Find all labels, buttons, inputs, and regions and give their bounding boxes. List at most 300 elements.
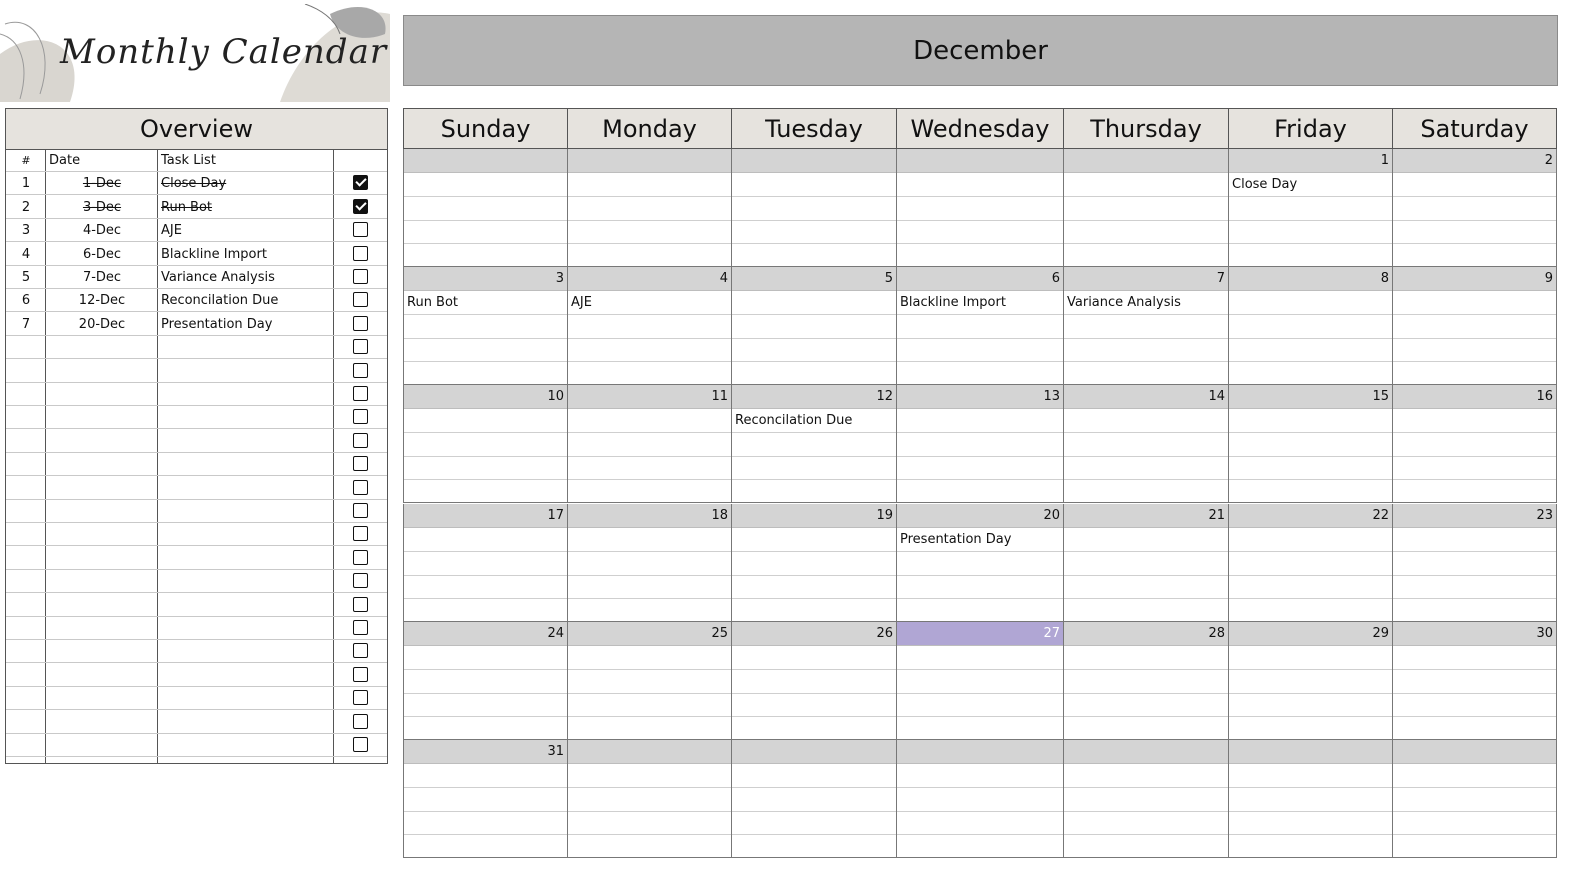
entry-line [1393, 693, 1556, 694]
entry-line [404, 338, 567, 339]
entry-line [1393, 361, 1556, 362]
task-row [6, 313, 387, 336]
task-checkbox[interactable] [353, 316, 368, 331]
task-number: 5 [21, 270, 31, 285]
entry-line [732, 479, 896, 480]
day-cell-17[interactable] [403, 504, 567, 622]
entry-line [1393, 314, 1556, 315]
date-strip [1229, 504, 1392, 528]
column-header-task: Task List [161, 153, 216, 168]
task-row-empty [6, 734, 387, 757]
day-cell-5[interactable] [731, 267, 896, 385]
weekday-header-saturday: Saturday [1392, 108, 1557, 149]
date-strip [1229, 267, 1392, 291]
logo [0, 4, 390, 102]
day-cell-empty[interactable] [1063, 740, 1228, 858]
day-cell-empty[interactable] [731, 740, 896, 858]
task-row [6, 289, 387, 312]
entry-line [404, 432, 567, 433]
day-cell-24[interactable] [403, 622, 567, 740]
day-cell-22[interactable] [1228, 504, 1392, 622]
entry-line [1064, 243, 1228, 244]
task-row-empty [6, 687, 387, 710]
entry-line [568, 716, 731, 717]
task-checkbox[interactable] [353, 339, 368, 354]
entry-line [732, 716, 896, 717]
date-strip [1393, 385, 1556, 409]
task-checkbox[interactable] [353, 714, 368, 729]
week-divider [403, 502, 1557, 503]
entry-line [1229, 220, 1392, 221]
date-strip [1229, 740, 1392, 764]
date-strip [404, 149, 567, 173]
date-strip [404, 504, 567, 528]
weekday-header-sunday: Sunday [403, 108, 567, 149]
day-number: 15 [1372, 389, 1389, 404]
day-number: 9 [1544, 271, 1553, 286]
entry-line [404, 551, 567, 552]
task-name: Blackline Import [161, 247, 267, 262]
entry-line [1393, 834, 1556, 835]
day-cell-14[interactable] [1063, 385, 1228, 503]
entry-line [404, 314, 567, 315]
date-strip [568, 267, 731, 291]
task-row-empty [6, 594, 387, 617]
date-strip [1393, 622, 1556, 646]
entry-line [1229, 787, 1392, 788]
entry-line [568, 196, 731, 197]
task-name: Run Bot [161, 200, 213, 215]
entry-line [897, 196, 1063, 197]
entry-line [732, 338, 896, 339]
entry-line [732, 811, 896, 812]
task-checkbox[interactable] [353, 573, 368, 588]
day-number: 29 [1372, 626, 1389, 641]
entry-line [1229, 834, 1392, 835]
date-strip [1064, 504, 1228, 528]
task-checkbox[interactable] [353, 503, 368, 518]
task-date: 12-Dec [78, 293, 126, 308]
entry-line [897, 716, 1063, 717]
task-row [6, 266, 387, 289]
entry-line [1229, 314, 1392, 315]
task-checkbox[interactable] [353, 526, 368, 541]
entry-line [1393, 243, 1556, 244]
entry-line [1229, 338, 1392, 339]
date-strip [1229, 622, 1392, 646]
calendar-event[interactable]: AJE [571, 295, 592, 310]
calendar-event[interactable]: Variance Analysis [1067, 295, 1181, 310]
day-cell-1[interactable] [1228, 149, 1392, 267]
month-title: December [913, 35, 1048, 66]
entry-line [404, 479, 567, 480]
entry-line [404, 811, 567, 812]
task-name: Variance Analysis [161, 270, 275, 285]
day-cell-11[interactable] [567, 385, 731, 503]
task-row-empty [6, 640, 387, 663]
entry-line [1064, 479, 1228, 480]
entry-line [404, 834, 567, 835]
date-strip [1064, 622, 1228, 646]
entry-line [1229, 479, 1392, 480]
date-strip [732, 504, 896, 528]
task-row [6, 172, 387, 195]
date-strip [897, 740, 1063, 764]
date-strip [1064, 267, 1228, 291]
calendar-event[interactable]: Run Bot [407, 295, 459, 310]
day-cell-26[interactable] [731, 622, 896, 740]
entry-line [1393, 338, 1556, 339]
entry-line [404, 716, 567, 717]
entry-line [1229, 551, 1392, 552]
entry-line [404, 196, 567, 197]
entry-line [1393, 220, 1556, 221]
calendar-event[interactable]: Blackline Import [900, 295, 1006, 310]
entry-line [732, 598, 896, 599]
entry-line [1393, 479, 1556, 480]
task-checkbox[interactable] [353, 199, 368, 214]
task-checkbox[interactable] [353, 409, 368, 424]
day-cell-6[interactable] [896, 267, 1063, 385]
date-strip [1229, 149, 1392, 173]
entry-line [404, 456, 567, 457]
calendar-week [403, 504, 1557, 622]
day-number: 7 [1216, 271, 1225, 286]
task-row-empty [6, 453, 387, 476]
month-header [403, 15, 1558, 86]
calendar-week [403, 149, 1557, 267]
day-cell-16[interactable] [1392, 385, 1557, 503]
entry-line [732, 243, 896, 244]
task-checkbox[interactable] [353, 292, 368, 307]
overview-title: Overview [6, 109, 387, 150]
logo-text: Monthly Calendar [60, 32, 388, 72]
day-cell-10[interactable] [403, 385, 567, 503]
entry-line [1393, 432, 1556, 433]
date-strip [897, 504, 1063, 528]
week-divider [403, 857, 1557, 858]
date-strip [897, 385, 1063, 409]
day-cell-18[interactable] [567, 504, 731, 622]
day-cell-30[interactable] [1392, 622, 1557, 740]
date-strip [1393, 504, 1556, 528]
entry-line [1393, 669, 1556, 670]
day-number: 30 [1536, 626, 1553, 641]
day-number: 5 [884, 271, 893, 286]
entry-line [897, 834, 1063, 835]
task-checkbox[interactable] [353, 246, 368, 261]
day-cell-2[interactable] [1392, 149, 1557, 267]
entry-line [732, 314, 896, 315]
task-date: 3-Dec [82, 200, 122, 215]
task-row-empty [6, 500, 387, 523]
day-cell-15[interactable] [1228, 385, 1392, 503]
task-row [6, 219, 387, 242]
entry-line [1064, 432, 1228, 433]
entry-line [1064, 196, 1228, 197]
task-name: Close Day [161, 176, 227, 191]
entry-line [568, 456, 731, 457]
entry-line [1393, 811, 1556, 812]
entry-line [897, 338, 1063, 339]
calendar-event[interactable]: Close Day [1232, 177, 1298, 192]
entry-line [1229, 432, 1392, 433]
column-header-date: Date [49, 153, 81, 168]
weekday-header-friday: Friday [1228, 108, 1392, 149]
day-number: 13 [1043, 389, 1060, 404]
entry-line [897, 456, 1063, 457]
entry-line [568, 220, 731, 221]
date-strip [568, 504, 731, 528]
day-number: 12 [876, 389, 893, 404]
entry-line [1064, 575, 1228, 576]
day-cell-12[interactable] [731, 385, 896, 503]
task-name: Reconcilation Due [161, 293, 279, 308]
day-cell-empty[interactable] [1392, 740, 1557, 858]
task-date: 20-Dec [78, 317, 126, 332]
task-checkbox[interactable] [353, 269, 368, 284]
day-number: 28 [1208, 626, 1225, 641]
day-cell-empty[interactable] [731, 149, 896, 267]
weekday-header-monday: Monday [567, 108, 731, 149]
date-strip [732, 385, 896, 409]
date-strip [1393, 740, 1556, 764]
entry-line [404, 361, 567, 362]
day-number: 14 [1208, 389, 1225, 404]
task-row-empty [6, 430, 387, 453]
entry-line [732, 196, 896, 197]
date-strip [897, 267, 1063, 291]
day-cell-25[interactable] [567, 622, 731, 740]
day-number: 4 [719, 271, 728, 286]
entry-line [897, 787, 1063, 788]
date-strip [568, 740, 731, 764]
entry-line [404, 220, 567, 221]
entry-line [568, 479, 731, 480]
task-number: 7 [21, 317, 31, 332]
entry-line [568, 243, 731, 244]
calendar-week [403, 622, 1557, 740]
entry-line [568, 314, 731, 315]
day-cell-4[interactable] [567, 267, 731, 385]
date-strip [404, 267, 567, 291]
entry-line [1229, 456, 1392, 457]
entry-line [1229, 361, 1392, 362]
entry-line [1229, 598, 1392, 599]
day-cell-28[interactable] [1063, 622, 1228, 740]
entry-line [1064, 716, 1228, 717]
day-number: 11 [711, 389, 728, 404]
calendar-week [403, 740, 1557, 858]
entry-line [568, 787, 731, 788]
task-date: 7-Dec [82, 270, 122, 285]
entry-line [568, 575, 731, 576]
date-strip [1064, 149, 1228, 173]
calendar-event[interactable]: Presentation Day [900, 532, 1012, 547]
task-checkbox[interactable] [353, 620, 368, 635]
task-row-empty [6, 477, 387, 500]
task-row-empty [6, 336, 387, 359]
day-cell-8[interactable] [1228, 267, 1392, 385]
entry-line [732, 669, 896, 670]
date-strip [1064, 385, 1228, 409]
day-number: 23 [1536, 508, 1553, 523]
task-checkbox[interactable] [353, 550, 368, 565]
entry-line [568, 551, 731, 552]
overview-panel [5, 108, 388, 764]
task-date: 4-Dec [82, 223, 122, 238]
task-checkbox[interactable] [353, 667, 368, 682]
task-row [6, 196, 387, 219]
task-name: AJE [161, 223, 182, 238]
entry-line [1229, 716, 1392, 717]
entry-line [732, 456, 896, 457]
day-cell-31[interactable] [403, 740, 567, 858]
day-number: 16 [1536, 389, 1553, 404]
entry-line [1064, 811, 1228, 812]
entry-line [1393, 456, 1556, 457]
day-number: 26 [876, 626, 893, 641]
day-cell-23[interactable] [1392, 504, 1557, 622]
entry-line [1064, 787, 1228, 788]
day-number: 20 [1043, 508, 1060, 523]
entry-line [897, 598, 1063, 599]
day-number: 25 [711, 626, 728, 641]
task-checkbox[interactable] [353, 737, 368, 752]
task-number: 4 [21, 247, 31, 262]
day-cell-27[interactable] [896, 622, 1063, 740]
entry-line [1229, 693, 1392, 694]
entry-line [897, 432, 1063, 433]
entry-line [1064, 361, 1228, 362]
entry-line [732, 432, 896, 433]
task-checkbox[interactable] [353, 175, 368, 190]
entry-line [732, 575, 896, 576]
entry-line [1064, 456, 1228, 457]
calendar-grid [403, 108, 1557, 858]
task-checkbox[interactable] [353, 433, 368, 448]
day-cell-empty[interactable] [896, 740, 1063, 858]
entry-line [732, 787, 896, 788]
day-number: 31 [547, 744, 564, 759]
day-number: 22 [1372, 508, 1389, 523]
day-number: 19 [876, 508, 893, 523]
day-number: 10 [547, 389, 564, 404]
entry-line [1229, 669, 1392, 670]
entry-line [404, 575, 567, 576]
task-number: 2 [21, 200, 31, 215]
day-cell-21[interactable] [1063, 504, 1228, 622]
task-checkbox[interactable] [353, 643, 368, 658]
day-cell-empty[interactable] [896, 149, 1063, 267]
entry-line [1064, 598, 1228, 599]
task-list-header-row [6, 149, 387, 172]
day-cell-9[interactable] [1392, 267, 1557, 385]
entry-line [897, 243, 1063, 244]
day-cell-empty[interactable] [403, 149, 567, 267]
day-cell-empty[interactable] [567, 149, 731, 267]
day-number: 2 [1544, 153, 1553, 168]
day-cell-29[interactable] [1228, 622, 1392, 740]
entry-line [1064, 551, 1228, 552]
day-number: 8 [1380, 271, 1389, 286]
task-row-empty [6, 383, 387, 406]
task-checkbox[interactable] [353, 480, 368, 495]
task-row-empty [6, 547, 387, 570]
entry-line [897, 361, 1063, 362]
task-checkbox[interactable] [353, 363, 368, 378]
weekday-header-tuesday: Tuesday [731, 108, 896, 149]
task-row-empty [6, 406, 387, 429]
weekday-header-row [403, 108, 1557, 149]
day-cell-empty[interactable] [1063, 149, 1228, 267]
entry-line [1393, 598, 1556, 599]
day-cell-empty[interactable] [1228, 740, 1392, 858]
entry-line [897, 693, 1063, 694]
task-row-empty [6, 617, 387, 640]
entry-line [897, 575, 1063, 576]
task-checkbox[interactable] [353, 456, 368, 471]
entry-line [568, 432, 731, 433]
task-checkbox[interactable] [353, 222, 368, 237]
calendar-event[interactable]: Reconcilation Due [735, 413, 853, 428]
task-number: 6 [21, 293, 31, 308]
day-cell-19[interactable] [731, 504, 896, 622]
task-checkbox[interactable] [353, 690, 368, 705]
task-row-empty [6, 570, 387, 593]
task-number: 3 [21, 223, 31, 238]
entry-line [1393, 716, 1556, 717]
date-strip [732, 740, 896, 764]
entry-line [1393, 551, 1556, 552]
day-number: 1 [1380, 153, 1389, 168]
date-strip [404, 740, 567, 764]
date-strip [568, 385, 731, 409]
entry-line [897, 220, 1063, 221]
day-cell-20[interactable] [896, 504, 1063, 622]
entry-line [568, 811, 731, 812]
task-row-empty [6, 711, 387, 734]
entry-line [1393, 196, 1556, 197]
entry-line [568, 693, 731, 694]
day-cell-3[interactable] [403, 267, 567, 385]
day-cell-7[interactable] [1063, 267, 1228, 385]
entry-line [404, 243, 567, 244]
date-strip [1393, 149, 1556, 173]
entry-line [897, 551, 1063, 552]
task-checkbox[interactable] [353, 386, 368, 401]
day-cell-empty[interactable] [567, 740, 731, 858]
day-number: 21 [1208, 508, 1225, 523]
entry-line [897, 811, 1063, 812]
today-date-strip [897, 622, 1063, 646]
weekday-header-thursday: Thursday [1063, 108, 1228, 149]
entry-line [404, 598, 567, 599]
date-strip [404, 385, 567, 409]
date-strip [732, 267, 896, 291]
task-name: Presentation Day [161, 317, 273, 332]
day-cell-13[interactable] [896, 385, 1063, 503]
task-row-empty [6, 523, 387, 546]
entry-line [1064, 220, 1228, 221]
task-number: 1 [21, 176, 31, 191]
date-strip [568, 149, 731, 173]
entry-line [897, 669, 1063, 670]
entry-line [1393, 787, 1556, 788]
task-checkbox[interactable] [353, 597, 368, 612]
day-number: 17 [547, 508, 564, 523]
date-strip [897, 149, 1063, 173]
